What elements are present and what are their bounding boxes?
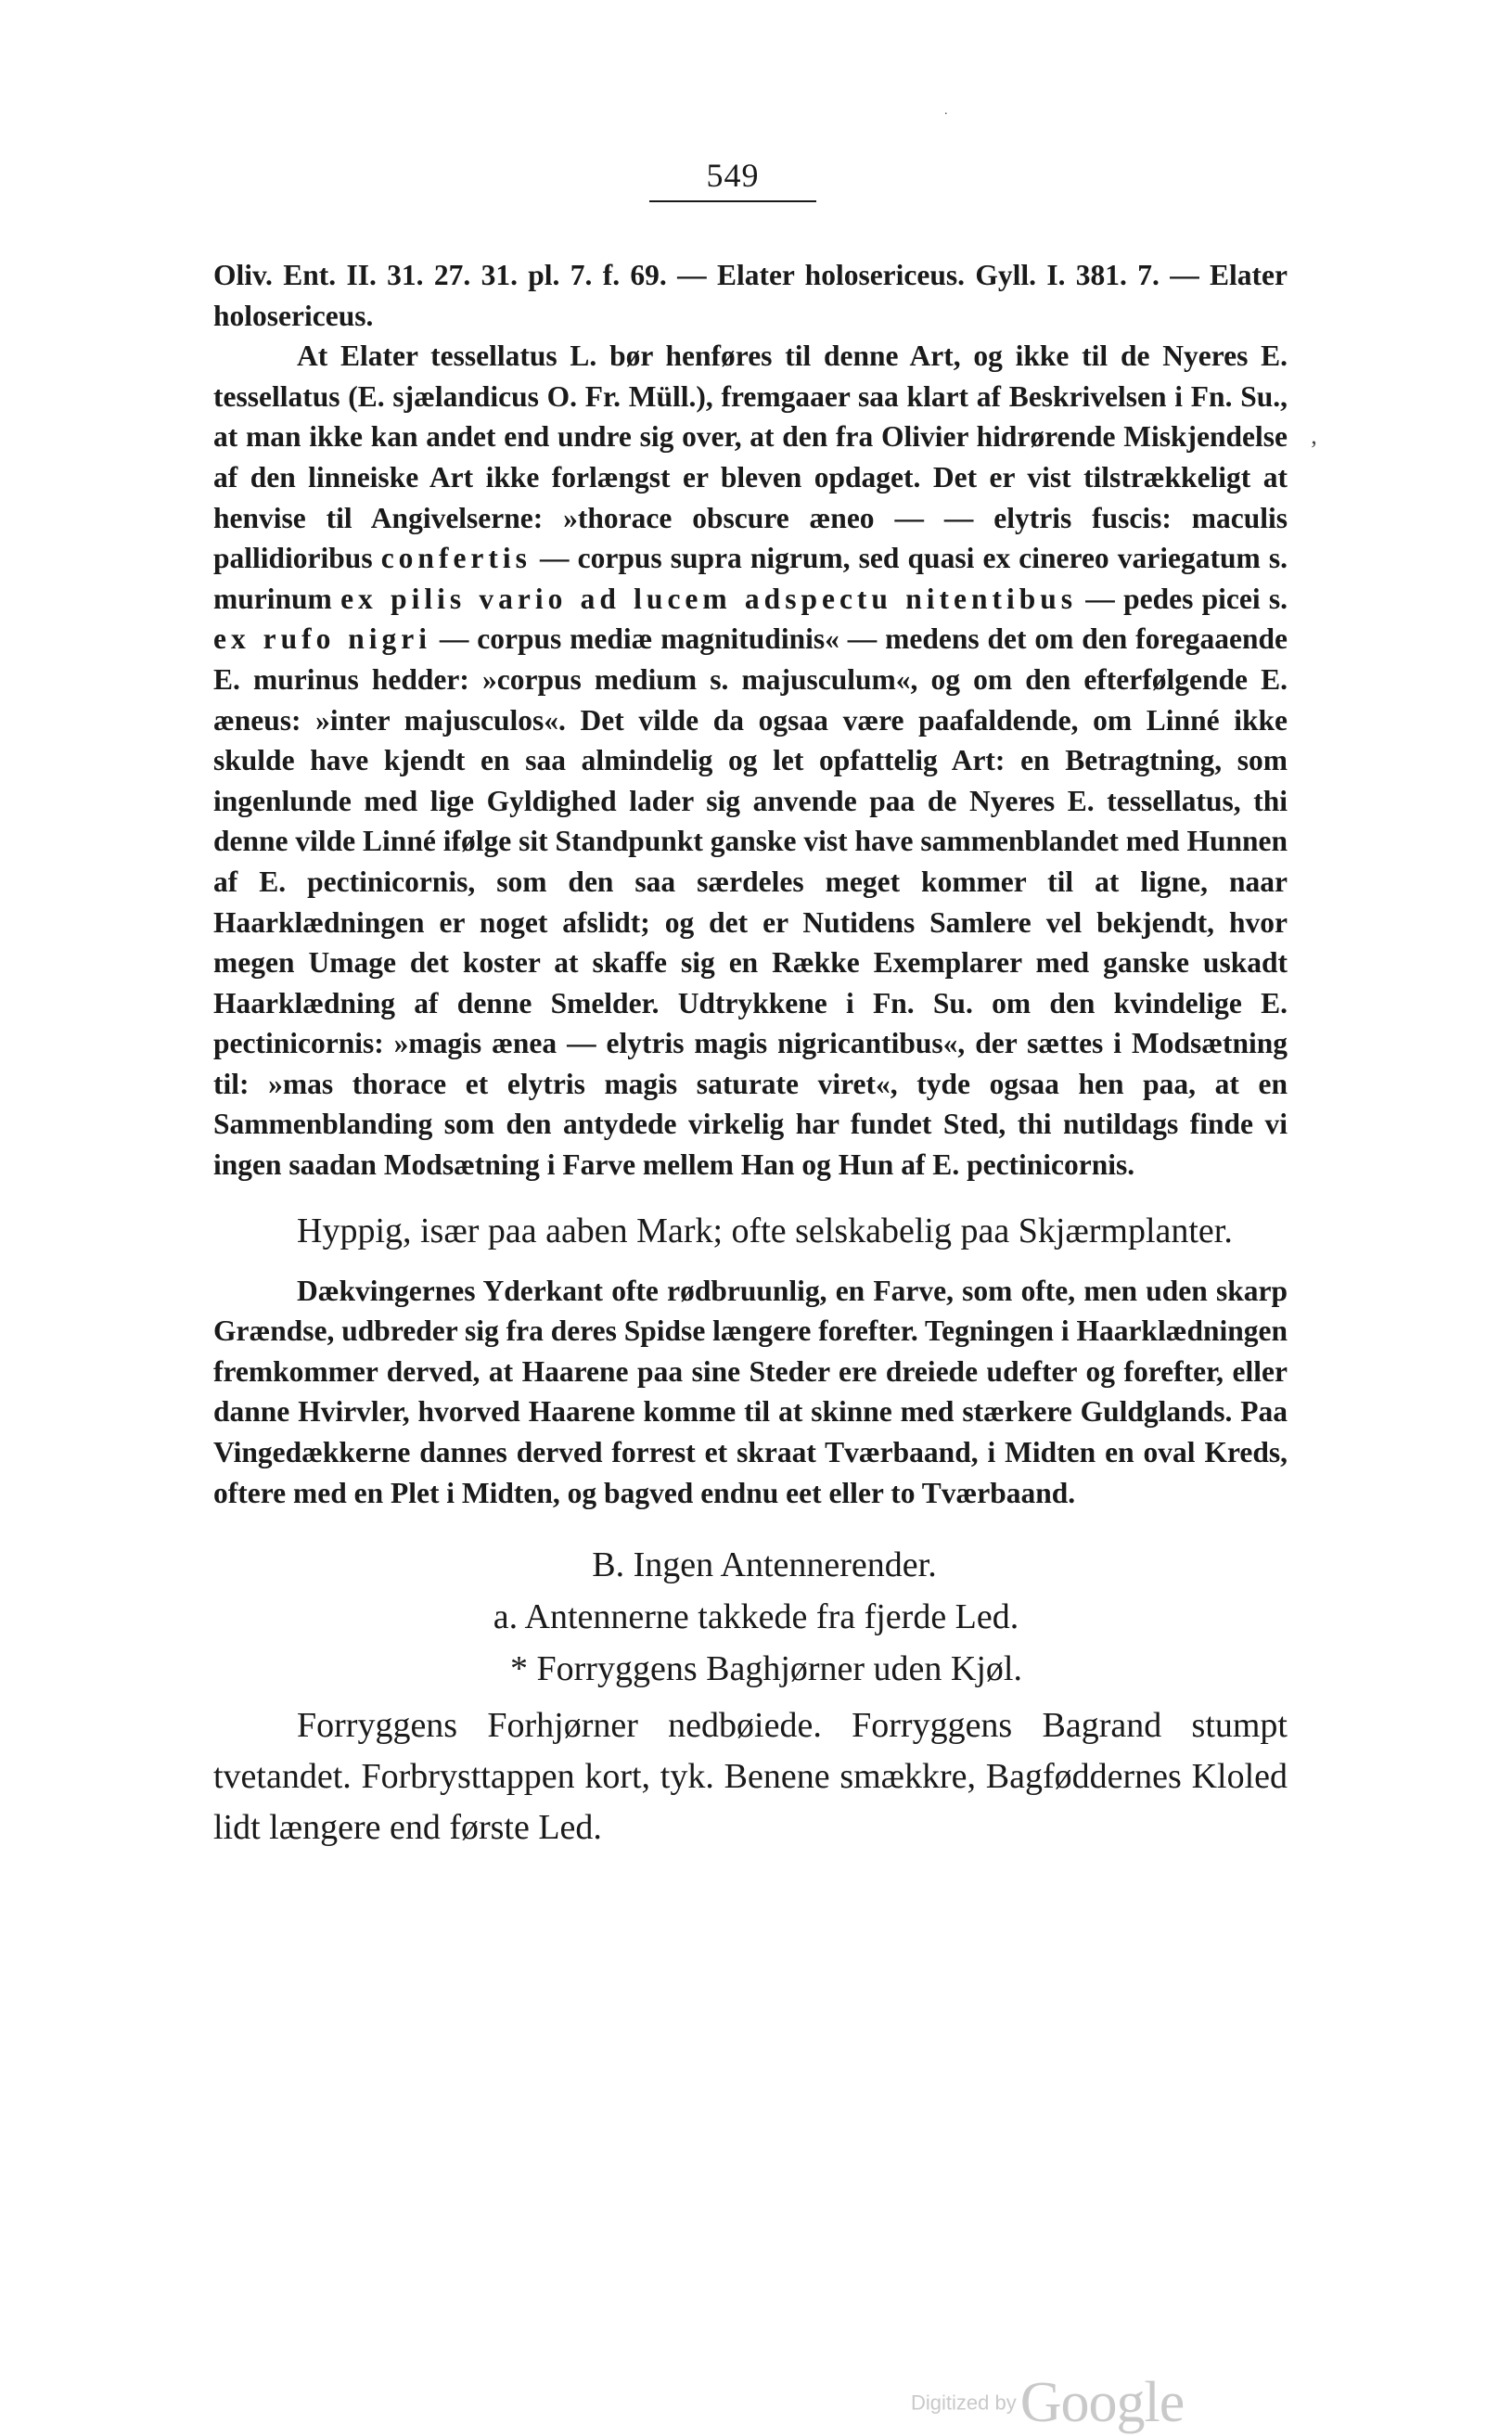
spaced-term-confertis: confertis bbox=[380, 542, 532, 575]
discussion-text-4: — corpus mediæ magnitudinis« — medens det om den foregaaende E. murinus hedder: »corpus medium s. majusculum«, og om den efterfølgende E. æneus: »inter majusculos«. Det vilde da ogsaa være paafaldende, om Linné ikke skulde have kjendt en saa almindelig og let opfattelig Art: en Betragtning, som ingenlunde med lige Gyldighed lader sig anvende paa de Nyeres E. tessellatus, thi denne vilde Linné ifølge sit Standpunkt ganske vist have sammenblandet med Hunnen af E. pectinicornis, som den saa særdeles meget kommer til at ligne, naar Haarklædningen er noget afslidt; og det er Nutidens Samlere vel bekjendt, hvor megen Umage det koster at skaffe sig en Række Exemplarer med ganske uskadt Haarklædning af denne Smelder. Udtrykkene i Fn. Su. om den kvindelige E. pectinicornis: »magis ænea — elytris magis nigricantibus«, der sættes i Modsætning til: »mas thorace et elytris magis saturate viret«, tyde ogsaa hen paa, at en Sammenblanding som den antydede virkelig har fundet Sted, thi nutildags finde vi ingen saadan Modsætning i Farve mellem Han og Hun af E. pectinicornis. bbox=[213, 622, 1288, 1182]
description-paragraph: Dækvingernes Yderkant ofte rødbruunlig, en Farve, som ofte, men uden skarp Grændse, udbreder sig fra deres Spidse længere forefter. Tegningen i Haarklædningen fremkommer derved, at Haarene paa sine Steder ere dreiede udefter og forefter, eller danne Hvirvler, hvorved Haarene komme til at skinne med stærkere Guldglands. Paa Vingedækkerne dannes derved forrest et skraat Tværbaand, i Midten en oval Kreds, oftere med en Plet i Midten, og bagved endnu eet eller to Tværbaand. bbox=[213, 1274, 1288, 1509]
characters-paragraph: Forryggens Forhjørner nedbøiede. Forryggens Bagrand stumpt tvetandet. Forbrysttappen kort, tyk. Benene smækkre, Bagføddernes Kloled lidt længere end første Led. bbox=[213, 1706, 1288, 1848]
discussion-text-1: At Elater tessellatus L. bør henføres til denne Art, og ikke til de Nyeres E. tessellatus (E. sjælandicus O. Fr. Müll.), fremgaaer saa klart af Beskrivelsen i Fn. Su., at man ikke kan andet end undre sig over, at den fra Olivier hidrørende Miskjendelse af den linneiske Art ikke forlængst er bleven opdaget. Det er vist tilstrækkeligt at henvise til Angivelserne: »thorace obscure æneo — — elytris fuscis: maculis pallidioribus bbox=[213, 340, 1288, 575]
spaced-term-rufo: ex rufo nigri bbox=[213, 622, 431, 656]
citation-paragraph: Oliv. Ent. II. 31. 27. 31. pl. 7. f. 69. — Elater holosericeus. Gyll. I. 381. 7. — Elater holosericeus. bbox=[213, 259, 1288, 332]
google-logo: Google bbox=[1019, 2371, 1185, 2434]
subsection-heading-a: a. Antennerne takkede fra fjerde Led. bbox=[493, 1597, 1019, 1637]
discussion-text-3: — pedes picei s. bbox=[1085, 582, 1288, 615]
spaced-term-pilis: ex pilis vario ad lucem adspectu nitentibus bbox=[340, 582, 1078, 615]
digitized-watermark bbox=[911, 2370, 1184, 2436]
discussion-text-2: — corpus supra nigrum, sed quasi ex cinereo variegatum s. murinum bbox=[213, 542, 1288, 615]
group-heading-star: * Forryggens Baghjørner uden Kjøl. bbox=[510, 1649, 1022, 1689]
discussion-paragraph bbox=[213, 336, 1288, 1185]
margin-mark: ’ bbox=[1310, 436, 1318, 463]
page-content bbox=[213, 255, 1288, 1853]
watermark-digitized-text: Digitized by bbox=[911, 2391, 1017, 2415]
page-number: 549 bbox=[649, 156, 816, 202]
section-heading-b: B. Ingen Antennerender. bbox=[592, 1545, 937, 1585]
margin-dot: . bbox=[944, 104, 948, 118]
habitat-paragraph: Hyppig, især paa aaben Mark; ofte selskabelig paa Skjærmplanter. bbox=[297, 1211, 1233, 1250]
